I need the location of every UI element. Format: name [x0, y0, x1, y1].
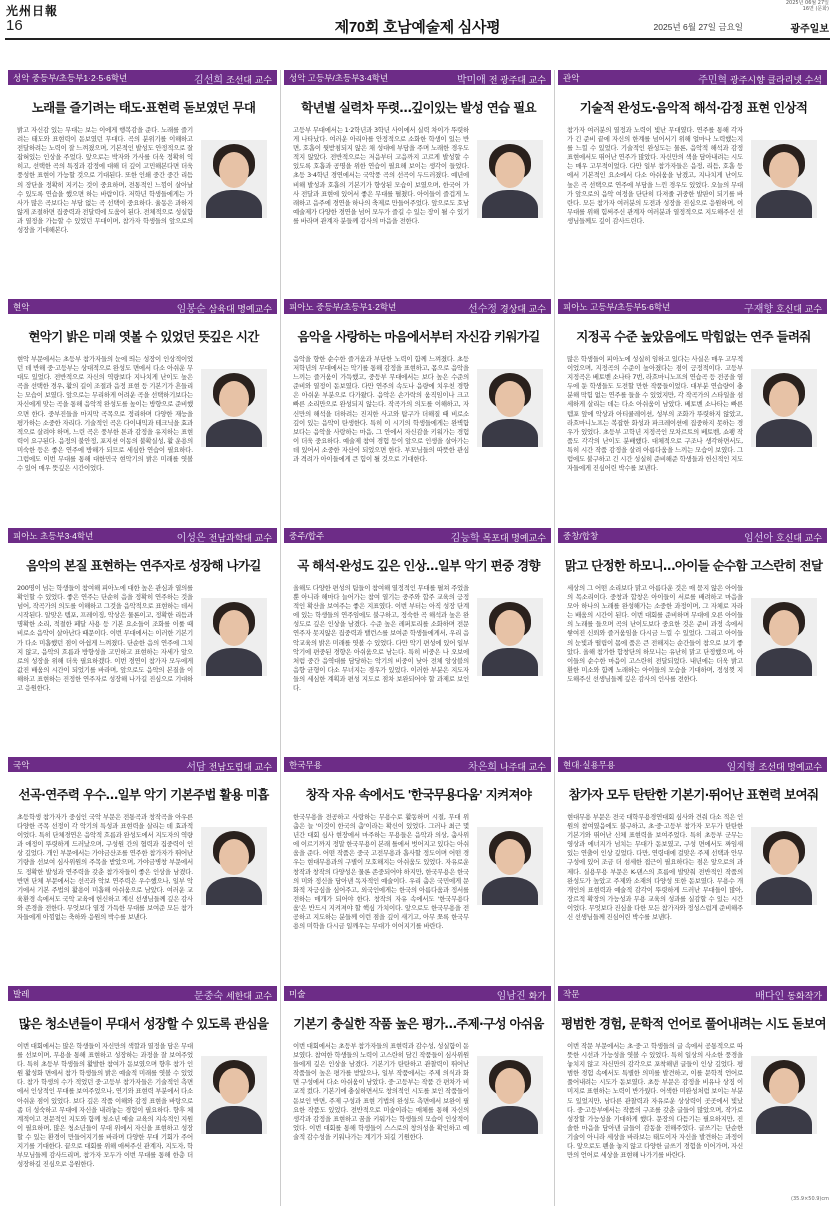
judge-photo	[201, 1056, 267, 1134]
photo-torso	[206, 419, 262, 447]
photo-face	[219, 381, 249, 417]
judge-credit	[451, 529, 546, 544]
judge-photo	[477, 369, 543, 447]
photo-torso	[756, 648, 812, 676]
size-note: (35.9×50.9)cm	[791, 1196, 829, 1202]
photo-face	[219, 839, 249, 875]
photo-torso	[482, 648, 538, 676]
judge-credit	[744, 300, 822, 315]
judge-name: 문중숙	[194, 991, 224, 1002]
judge-photo	[477, 598, 543, 676]
category-label: 작문	[563, 989, 580, 999]
judge-name: 이성은	[176, 533, 206, 544]
review-article	[555, 757, 830, 986]
top-meta-section: 16면 (문화)	[802, 6, 829, 12]
photo-face	[495, 381, 525, 417]
judge-credit	[186, 758, 272, 773]
judge-name: 임선아	[744, 533, 774, 544]
judge-title: 광주시향 클라리넷 수석	[730, 75, 822, 85]
review-article	[280, 757, 555, 986]
review-headline: 창작 자유 속에서도 '한국무용다움' 지켜져야	[305, 787, 532, 802]
judge-photo	[751, 827, 817, 905]
page-title: 제70회 호남예술제 심사평	[334, 19, 501, 36]
judge-photo	[751, 598, 817, 676]
judge-name: 선수정	[468, 304, 498, 315]
photo-face	[219, 152, 249, 188]
review-article	[5, 70, 280, 299]
review-headline: 지정곡 수준 높았음에도 막힘없는 연주 들려줘	[576, 329, 811, 344]
judge-title: 전남과학대 교수	[208, 533, 272, 543]
photo-face	[219, 610, 249, 646]
review-article	[555, 70, 830, 299]
issue-date: 2025년 6월 27일 금요일	[653, 22, 743, 32]
judge-credit	[177, 300, 272, 315]
judge-name: 박미애	[456, 75, 486, 86]
judge-name: 임남진	[496, 991, 526, 1002]
category-label: 중주/합주	[289, 531, 325, 541]
judge-name: 배다인	[755, 991, 785, 1002]
judge-photo	[201, 827, 267, 905]
review-article	[5, 528, 280, 757]
judge-title: 화가	[528, 991, 546, 1001]
category-bar	[8, 986, 277, 1001]
review-article	[280, 986, 555, 1206]
review-headline: 많은 청소년들이 무대서 성장할 수 있도록 관심을	[18, 1016, 269, 1031]
category-label: 현악	[13, 302, 30, 312]
judge-credit	[194, 71, 272, 86]
judge-name: 임봉순	[176, 304, 206, 315]
review-body: 음악을 향한 순수한 즐거움과 부단한 노력이 함께 느껴졌다. 초등 저학년의 무대에서는 악기를 통해 감정을 표현하고, 몸으로 음악을 느끼는 즐거움이 가득했고, 중등부 무대에서는 보다 높은 수준의 준비와 열정이 돋보였다. 다만 연주의 속도나 음량에 치우친 경향은 아쉬운 부분으로 다가왔다. 음악은 손가락의 움직임이나 크고 빠른 소리만으로 완성되지 않는다. 작곡가의 의도를 이해하고, 자신만의 해석을 더하려는 진지한 사고와 탐구가 더해질 때 비로소 깊이 있는 음악이 탄생한다. 특히 이 시기의 학생들에게는 완벽함보다는 음악을 사랑하는 마음, 그 안에서 자신감을 키워가는 경험이 더욱 중요하다. 예술제 참여 경험 등이 앞으로 인생을 살아가는 데 있어서 소중한 자산이 되었으면 한다. 부모님들의 따뜻한 관심과 격려가 아이들에게 큰 힘이 될 것으로 기대한다.	[293, 355, 469, 464]
review-headline: 참가자 모두 탄탄한 기본기·뛰어난 표현력 보여줘	[568, 787, 819, 802]
review-article	[5, 757, 280, 986]
review-body: 고등부 무대에서는 1·2학년과 3학년 사이에서 실력 차이가 뚜렷하게 나타났다. 여러운 아리아를 안정적으로 소화한 학생이 있는 반면, 호흡이 뒷받침되지 않은 채 성대에 부담을 주며 노래한 경우도 적지 않았다. 전반적으로는 저음부터 고음까지 고르게 발성할 수 있도록 호흡과 공명을 위한 연습이 필요해 보이는 생각이 들었다. 초등 3·4학년 경연에서는 국악풍 곡의 선곡이 두드러졌다. 예년에 비해 발성과 호흡의 기본기가 향상된 모습이 보였으며, 한국어 가사 전달과 표현에 있어서 좋은 무대를 펼쳤다. 아이들이 즐겁게 노래하고 음주에 경연을 하나의 축제로 만들어주었다. 앞으로도 호남예술제가 다양한 경연을 넘어 모두가 즐길 수 있는 장이 될 수 있기를 바라며 관계자 분들께 감사의 마음을 전한다.	[293, 126, 469, 225]
review-body: 현대무용 부문은 전국 대학무용경연대회 심사와 견줘 다소 적은 인원의 참여였음에도 불구하고, 초·중·고등부 참가자 모두가 탄탄한 기본기와 뛰어난 신체 표현력을 보여주었다. 특히 초등부 군무는 영상과 에너지가 넘치는 무대가 돋보였고, 구성 면에서도 짜임새 있는 연출이 인상 깊었다. 다만, 연령대에 걸맞은 주제 선택과 안무 구성에 있어 조금 더 섬세한 접근이 필요하다는 점은 앞으로의 과제다. 실용무용 부문은 K-댄스의 흐름에 발맞춰 전반적인 작품의 완성도가 높았고 주제와 소재의 다양성 또한 돋보였다. 무용수 개개인의 표현력과 예술적 감각이 뚜렷하게 드러난 무대들이 많아, 장르적 확장의 가능성과 무용 교육의 성과를 실감할 수 있는 시간이었다. 무엇보다 진심을 다한 모든 참가자와 정성스럽게 준비해주신 선생님들께 진심어린 박수를 보낸다.	[567, 813, 743, 922]
judge-title: 조선대 명예교수	[758, 762, 822, 772]
review-body: 참가자 여러분의 열정과 노력이 빛난 무대였다. 연주를 통해 각자가 긴 준비 끝에 자신의 한계를 넘어서기 위해 얼마나 노력했는지를 느낄 수 있었다. 기술적인 완성도는 물론, 음악적 해석과 감정 표현에서도 뛰어난 연주가 많았다. 자신만의 색을 담아내려는 시도는 매우 고무적이었다. 다만 일부 참가자들은 음정, 리듬, 호흡 등에서 기본적인 요소에서 다소 아쉬움을 남겼고, 지나치게 난이도 높은 곡 선택으로 연주에 부담을 느낀 경우도 있었다. 오늘의 무대가 앞으로의 음악 여정을 단단히 다져줄 귀중한 발판이 되기를 바란다. 모든 참가자 여러분의 도전과 성장을 진심으로 응원하며, 이 무대를 위해 힘써주신 관계자 여러분과 열정적으로 지도해주신 선생님들께도 깊이 감사드린다.	[567, 126, 743, 225]
photo-torso	[756, 190, 812, 218]
judge-credit	[457, 71, 546, 86]
category-bar	[8, 299, 277, 314]
category-bar	[8, 757, 277, 772]
judge-title: 조선대 교수	[226, 75, 272, 85]
top-meta-date: 2025년 06월 27일	[785, 0, 829, 6]
photo-face	[769, 839, 799, 875]
judge-title: 호신대 교수	[776, 533, 822, 543]
judge-name: 임지형	[726, 762, 756, 773]
category-bar	[284, 70, 551, 85]
judge-credit	[468, 300, 546, 315]
category-label: 현대·실용무용	[563, 760, 616, 770]
review-article	[5, 299, 280, 528]
judge-credit	[177, 529, 272, 544]
photo-torso	[206, 190, 262, 218]
review-article	[280, 70, 555, 299]
category-label: 발레	[13, 989, 30, 999]
category-label: 피아노 고등부/초등부5·6학년	[563, 302, 671, 312]
category-label: 관악	[563, 73, 580, 83]
category-bar	[284, 986, 551, 1001]
photo-face	[769, 152, 799, 188]
newspaper-logo: 光州日報	[6, 4, 59, 18]
review-article	[555, 299, 830, 528]
judge-name: 서담	[186, 762, 206, 773]
category-bar	[8, 528, 277, 543]
judge-photo	[201, 598, 267, 676]
header-rule	[5, 38, 830, 40]
photo-face	[495, 152, 525, 188]
judge-name: 차은희	[468, 762, 498, 773]
photo-torso	[206, 877, 262, 905]
judge-title: 호신대 교수	[776, 304, 822, 314]
judge-photo	[201, 369, 267, 447]
review-headline: 기술적 완성도·음악적 해석·감정 표현 인상적	[579, 100, 808, 115]
review-body: 200명이 넘는 학생들이 참여해 피아노에 대한 높은 관심과 열의를 확인할 수 있었다. 좋은 연주는 단순히 음을 정확히 연주하는 것을 넘어, 작곡가의 의도를 이해하고 그것을 음악적으로 표현하는 데서 시작된다. 알맞은 템포, 프레이징, 악상은 물론이고, 정확한 리듬과 명확한 소리, 적절한 페달 사용 등 기본 요소들이 조화를 이룰 때 비로소 음악이 살아난다 때문이다. 이번 무대에서는 이러한 기본기가 다소 미흡했던 점이 아쉽게 느껴졌다. 단순한 음의 연주에 그치지 않고, 음악의 흐름과 방향성을 고민하고 표현하는 자세가 앞으로의 성장을 위해 더욱 필요하겠다. 이번 경연이 참가자 모두에게 값진 배움의 시간이 되었기를 바라며, 앞으로도 음악의 본질을 이해하고 표현하는 진정한 연주자로 성장해 나가길 진심으로 기대하고 응원한다.	[17, 584, 193, 693]
review-body: 올해도 다양한 편성의 팀들이 참여해 열정적인 무대를 펼쳐 주었을 뿐 아니라 해마다 늘어가는 참여 열기는 중주와 합주 교육의 긍정적인 확산을 보여주는 좋은 지표였다. 이번 부터는 아직 성장 단계에 있는 학생들의 연주임에도 불구하고, 정숙한 곡 해석과 높은 완성도로 깊은 인상을 남겼다. 수준 높은 레퍼토리를 소화하며 전문 연주자 못지않은 집중력과 밸런스를 보여준 학생들에게서, 우리 음악교육의 밝은 미래를 엿볼 수 있었다. 다만 악기 편성에 있어 일부 악기에 편중된 경향은 아쉬움으로 남는다. 특히 비중은 나 오보에처럼 중간 음역대를 담당하는 악기의 비중이 낮아 전체 앙상블의 음향 균형이 다소 무너지는 경우가 있었다. 이러한 부분은 지도자들의 세심한 계획과 편성 지도로 점차 보완되어야 할 과제로 보인다.	[293, 584, 469, 693]
category-bar	[284, 299, 551, 314]
review-article	[555, 986, 830, 1206]
photo-face	[495, 610, 525, 646]
judge-credit	[698, 71, 822, 86]
judge-photo	[751, 369, 817, 447]
category-bar	[8, 70, 277, 85]
judge-title: 세한대 교수	[226, 991, 272, 1001]
photo-torso	[482, 877, 538, 905]
category-label: 중창/합창	[563, 531, 599, 541]
review-headline: 현악기 밝은 미래 엿볼 수 있었던 뜻깊은 시간	[28, 329, 259, 344]
judge-title: 경상대 교수	[500, 304, 546, 314]
review-article	[280, 299, 555, 528]
category-label: 피아노 중등부/초등부1·2학년	[289, 302, 397, 312]
photo-face	[219, 1068, 249, 1104]
judge-title: 전 광주대 교수	[488, 75, 546, 85]
photo-torso	[482, 1106, 538, 1134]
judge-photo	[751, 140, 817, 218]
judge-name: 김선희	[194, 75, 224, 86]
category-label: 성악 중등부/초등부1·2·5·6학년	[13, 73, 128, 83]
judge-credit	[194, 987, 272, 1002]
review-body: 이번 대회에서는 초등부 참가자들의 표현력과 감수성, 성실함이 돋보였다. 참여한 학생들의 노력이 고스란히 담긴 작품들이 심사위원들에게 깊은 인상을 남겼다. 기본기가 탄탄하고 관찰력이 뛰어난 작품들이 높은 평가를 받았으나, 일부 작품에서는 주제 의식과 화면 구성에서 다소 아쉬움이 남았다. 중·고등부는 작품 간 편차가 비교적 컸다. 기본기에 충실하면서도 창의적인 시도를 보인 작품들이 돋보인 반면, 주제 구성과 표현 기법의 완성도 측면에서 보완이 필요한 작품도 있었다. 전반적으로 미술이라는 매체를 통해 자신의 생각과 감정을 표현하고 꿈을 키워가는 학생들의 모습이 인상적이었다. 이번 대회를 통해 학생들이 스스로의 창의성을 확인하고 예술적 감수성을 키워나가는 계기가 되길 기원한다.	[293, 1042, 469, 1141]
masthead	[0, 0, 835, 40]
judge-credit	[755, 987, 822, 1002]
top-meta	[786, 0, 829, 12]
judge-photo	[201, 140, 267, 218]
judge-title: 삼육대 명예교수	[208, 304, 272, 314]
category-bar	[284, 757, 551, 772]
category-label: 성악 고등부/초등부3·4학년	[289, 73, 389, 83]
judge-name: 주민혁	[698, 75, 728, 86]
judge-title: 목포대 명예교수	[482, 533, 546, 543]
photo-face	[495, 1068, 525, 1104]
photo-face	[769, 381, 799, 417]
judge-photo	[477, 827, 543, 905]
review-body: 현악 부문에서는 초등부 참가자들의 눈에 띄는 성장이 인상적이었던 데 반해 중·고등부는 상대적으로 완성도 면에서 다소 아쉬운 무대도 있었다. 전반적으로 자신의 역량보다 지나치게 난이도 높은 곡을 선택한 경우, 활의 길이 조절과 음정 표현 등 기본기가 흔들리는 모습이 보였다. 앞으로는 무리하게 어려운 곡을 선택하기보다는 자신에게 맞는 곡을 통해 음악적 완성도를 높이는 방향으로 준비했으면 한다. 중부진들을 마지막 곡목으로 정리하며 다양한 재능을 평가하는 소중한 자리다. 기술적인 곡은 다이내믹과 테크닉을 효과적으로 살려야 하며, 느린 곡은 풍부한 톤과 감정을 유지하는 표현력이 요구된다. 음정의 불안정, 포지션 이동의 불확실성, 활 운용의 미숙한 등은 좋은 연주에 방해가 되므로 세심한 연습이 필요하다. 그럼에도 이번 무대를 통해 대한민국 현악기의 밝은 미래를 엿볼 수 있어 매우 뜻깊은 시간이었다.	[17, 355, 193, 473]
photo-face	[769, 610, 799, 646]
photo-torso	[482, 419, 538, 447]
photo-torso	[756, 877, 812, 905]
paper-name: 광주일보	[790, 24, 829, 35]
review-headline: 학년별 실력차 뚜렷…깊이있는 발성 연습 필요	[301, 100, 536, 115]
category-bar	[284, 528, 551, 543]
category-bar	[558, 528, 827, 543]
category-bar	[558, 986, 827, 1001]
photo-torso	[756, 419, 812, 447]
review-body: 이번 작문 부문에서는 초·중·고 학생들의 글 속에서 공통적으로 따뜻한 시선과 가능성을 엿볼 수 있었다. 특히 일상의 사소한 풍경을 놓치지 않고 자신만의 감각으로 포착해낸 글들이 인상 깊었다. 평범한 경험 속에서도 특별한 의미를 발견하고, 이를 문학적 언어로 풀어내려는 시도가 돋보였다. 초등 부문은 감정을 비유나 상징 이미지로 표현하는 노력이 반가웠다. 어색한 미완성처럼 보이는 부분도 있었지만, 남다른 관찰력과 자유로운 상상력이 곳곳에서 빛났다. 중·고등부에서는 작품의 구조를 갖춘 글들이 많았으며, 작가로 성장할 가능성을 기대하게 했다. 문장의 다듬기는 필요하지만, 진솔한 마음을 담아낸 글들이 감동을 전해주었다. 글쓰기는 단순한 기술이 아니라 세상을 바라보는 태도이자 자신을 발견하는 과정이다. 앞으로도 펜을 놓지 않고 다양한 글쓰기 경험을 이어가며, 자신만의 언어로 세상을 표현해 나가기를 바란다.	[567, 1042, 743, 1160]
category-bar	[558, 70, 827, 85]
review-grid	[5, 70, 830, 1192]
review-headline: 노래를 즐기려는 태도·표현력 돋보였던 무대	[31, 100, 256, 115]
review-body: 한국무용을 전공하고 사랑하는 무용수로 활동하며 시절, 무대 위 춤은 늘 '이것이 한국의 춤'이라는 확신이 있었다. 그러나 최근 몇 년간 대회 심사 현장에서 마주하는 무용들은 음악과 의상, 춤사위에 이르기까지 정말 한국무용이 본래 틀에서 벗어지고 있다는 아쉬움을 준다. 어떤 작품은 중국 고전무용과 흡사할 정도이며 어떤 경우는 현대무용과의 구별이 모호해지는 아쉬움도 있었다. 자유로운 창작과 창작의 다양성은 물론 존중되어야 하지만, 한국무용은 한국의 미와 정신을 담아낸 독자적인 예술이다. 우리 춤은 국민에게 문화적 자긍심을 심어주고, 외국인에게는 한국의 아름다움과 정서를 전하는 매개가 되어야 한다. 창작의 자유 속에서도 '한국무용다움'은 반드시 지켜져야 할 핵심 가치이다. 앞으로도 한국무용을 전공하고 지도하는 분들께 이런 점을 깊이 새기고, 아무 쪼록 한국무용의 미학을 다시금 일깨우는 무대가 이어지기를 바란다.	[293, 813, 469, 931]
photo-torso	[482, 190, 538, 218]
category-bar	[558, 757, 827, 772]
judge-credit	[744, 529, 822, 544]
category-label: 한국무용	[289, 760, 322, 770]
judge-photo	[751, 1056, 817, 1134]
photo-face	[769, 1068, 799, 1104]
review-headline: 선곡·연주력 우수…일부 악기 기본주법 활용 미흡	[18, 787, 269, 802]
category-label: 피아노 초등부3·4학년	[13, 531, 94, 541]
category-label: 국악	[13, 760, 30, 770]
review-article	[280, 528, 555, 757]
photo-torso	[206, 648, 262, 676]
photo-torso	[206, 1106, 262, 1134]
judge-photo	[477, 1056, 543, 1134]
category-label: 미술	[289, 989, 306, 999]
review-headline: 맑고 단정한 하모니…아이들 순수함 고스란히 전달	[564, 558, 823, 573]
review-body: 밝고 자신감 있는 무대는 보는 이에게 행복감을 준다. 노래를 즐기려는 태도와 표현력이 돋보였던 무대다. 곡의 분위기를 이해하고 전달하려는 노력이 잘 느껴졌으며, 기본적인 발성도 안정적으로 잘 잡혀있는 인상을 주었다. 앞으로는 박자와 가사를 더욱 정확히 익히고, 선택한 곡의 특징과 감정에 대해 더 깊이 고민해본다면 더욱 풍성한 표현이 가능할 것으로 기대된다. 또한 인쇄 중간 중간 리듬의 장단을 정확히 지키는 것이 중요하며, 전통적인 느낌이 살아날 수 있도록 연습을 했으면 하는 바람이다. 저학년 학생들에게는 가사가 많은 곡보다는 부담 없는 곡 선택이 중요하다. 율동은 과하지 않게 조절하면 집중력과 전달력에 도움이 된다. 전체적으로 성실함과 열정을 가늠할 수 있었던 무대이며, 참가자 학생들의 앞으로의 성장을 기대해본다.	[17, 126, 193, 235]
judge-credit	[468, 758, 546, 773]
judge-credit	[497, 987, 546, 1002]
judge-name: 구재향	[744, 304, 774, 315]
review-body: 이번 대회에서는 많은 학생들이 자신만의 색깔과 열정을 담은 무대를 선보이며, 무용을 통해 표현하고 성장하는 과정을 잘 보여주었다. 특히 초등부 학생들의 활발한 참여가 돋보였으며 향후 참가 인원 활성화 면에서 참가 학생들의 밝은 예술적 미래를 엿볼 수 있었다. 참가 학생의 수가 적었던 중·고등부 참가자들은 기술적인 측면에서 인상적인 무대를 보여주었으나, 연기와 표현력 부분에서 다소 아쉬운 점이 있었다. 보다 깊은 작품 이해와 감정 표현을 바탕으로 좀 더 성숙하고 무대에 자신을 내려놓는 경험이 필요하다. 향후 체계적이고 전문적인 지도와 함께 청소년 예술 교육의 지속적인 지원이 필요하며, 많은 청소년들이 무대 위에서 자신을 표현하고 성장할 수 있는 환경이 만들어지기를 바라며 다양한 무대 기회가 주어지기를 기대한다. 끝으로 대회를 위해 애써주신 관계자, 지도자, 학부모님들께 감사드리며, 참가자 모두가 이번 무대를 통해 한층 더 성장하길 진심으로 응원한다.	[17, 1042, 193, 1169]
review-headline: 음악을 사랑하는 마음에서부터 자신감 키워가길	[297, 329, 540, 344]
review-headline: 곡 해석·완성도 깊은 인상…일부 악기 편중 경향	[297, 558, 540, 573]
photo-torso	[756, 1106, 812, 1134]
category-bar	[558, 299, 827, 314]
page-number: 16	[6, 17, 23, 34]
review-headline: 평범한 경험, 문학적 언어로 풀어내려는 시도 돋보여	[561, 1016, 826, 1031]
judge-credit	[727, 758, 822, 773]
review-article	[5, 986, 280, 1206]
review-body: 세상의 그 어떤 소리보다 맑고 아름다운 것은 매 묻지 않은 아이들의 목소리이다. 중창과 합창은 아이들이 서로를 배려하고 마음을 모아 하나의 노래를 완성해가는 소중한 과정이며, 그 자체로 자라는 배움의 시간이 된다. 이번 대회를 준비하며 무대에 오른 아이들의 노래를 들으며 곡의 난이도보다 중요한 것은 준비 과정 속에서 쌓여진 신뢰와 즐거움임을 다시금 느낄 수 있었다. 그리고 아이들의 눈빛과 떨림이 몸에 품은 큰 전해지는 순간들이 참으로 보기 좋았다. 올해 참가한 합창단의 하모니는 유난히 맑고 단정했으며, 아이들의 순수한 마음이 고스란히 전달되었다. 내년에는 더욱 밝고 환한 미소와 함께 노래하는 아이들의 모습을 기대하며, 정성껏 지도해주신 선생님들께 깊은 감사의 인사를 전한다.	[567, 584, 743, 683]
photo-face	[495, 839, 525, 875]
review-body: 초등학생 참가자가 중심인 국악 부문은 전통곡과 창작곡을 아우른 다양한 곡목 선정이 각 악기의 특성과 표현력을 살리는 데 효과적이었다. 특히 단체경연은 음악적 흐름과 완성도에서 지도자의 역량과 애정이 뚜렷하게 드러났으며, 구성원 간의 협력과 집중력이 인상 깊었다. 개인 부문에서는 가야금산조를 연주한 참가자가 뛰어난 기량을 선보여 심사위원의 주목을 받았으며, 가야금병창 부문에서도 정확한 발성과 연주력을 갖춘 참가자들이 좋은 인상을 남겼다. 반면 단체 부문에서는 선곡과 악보 연주력은 우수했으나, 일부 악기에서 기본 주법의 활용이 미흡해 아쉬움으로 남았다. 여러운 교육환경 속에서도 국악 교육에 헌신하고 계신 선생님들께 깊은 감사와 존경을 전한다. 무엇보다 열정 가득한 무대를 보여준 모든 참가자들에게 아낌없는 축하와 응원의 박수를 보낸다.	[17, 813, 193, 922]
review-article	[555, 528, 830, 757]
judge-title: 전남도립대 교수	[208, 762, 272, 772]
judge-title: 나주대 교수	[500, 762, 546, 772]
judge-photo	[477, 140, 543, 218]
review-headline: 기본기 충실한 작품 높은 평가…주제·구성 아쉬움	[293, 1016, 544, 1031]
judge-name: 김능학	[450, 533, 480, 544]
review-headline: 음악의 본질 표현하는 연주자로 성장해 나가길	[26, 558, 261, 573]
judge-title: 동화작가	[787, 991, 822, 1001]
review-body: 많은 학생들이 피아노에 성실히 임하고 있다는 사실은 매우 고무적이었으며, 지정곡의 수준이 높아졌다는 점이 긍정적이다. 고등부 지정곡은 베토벤 소나타 7번, 라흐마니노프의 연습곡 등 전공을 염두에 둔 학생들도 도전할 만한 작품들이었다. 대부분 연습량이 충분해 막힘 없는 연주를 들을 수 있었지만, 각 작곡가의 스타일을 섬세하게 살리는 데는 다소 아쉬움이 남았다. 베토벤 소나타는 빠른 템포 앞에 악상과 아티큘레이션, 성부의 조화가 뚜렷하지 않았고, 라흐마니노프는 복잡한 화성과 파크레이션에 집중하지 못하는 경우가 있었다. 초등부 고학년 지정곡인 모차르트의 베토벤, 쇼팽 작품도 각각의 난이도 분배했다. 대체적으로 구조나 생각하면서도, 특히 시간 작품 감정을 살려 아름다움을 느끼는 모습이 보였다. 그럼에도 불구하고 긴 시간 성실히 준비해준 학생들과 헌신적인 지도자들에게 진심어린 박수를 보낸다.	[567, 355, 743, 473]
